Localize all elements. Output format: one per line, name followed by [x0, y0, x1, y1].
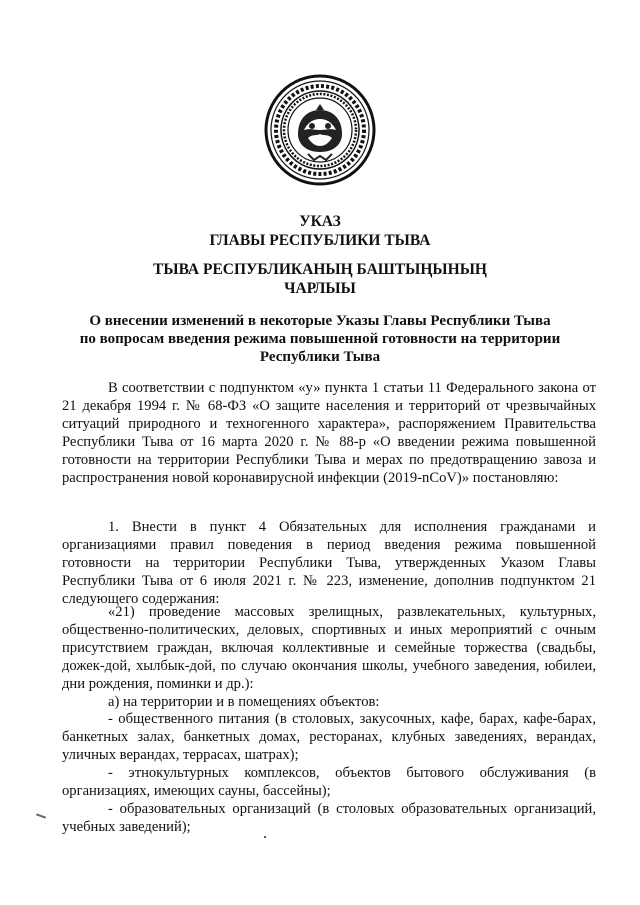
- preamble-text: В соответствии с подпунктом «у» пункта 1 статьи 11 Федерального закона от 21 декабря 1994 г. № 68-ФЗ «О защите населения и территорий от чрезвычайных ситуаций природного и техногенного характера», распоряжением Правительства Республики Тыва от 16 марта 2020 г. № 88-р «О введении режима повышенной готовности на территории Республики Тыва и мерах по предотвращению завоза и распространения новой коронавирусной инфекции (2019-nCoV)» постановляю:: [62, 380, 596, 486]
- scan-mark: [36, 813, 46, 818]
- point-1-text: 1. Внести в пункт 4 Обязательных для исполнения гражданами и организациями правил поведения в период введения режима повышенной готовности на территории Республики Тыва, утвержденных Указом Главы Республики Тыва от 6 июля 2021 г. № 223, изменение, дополнив подпунктом 21 следующего содержания:: [62, 519, 596, 607]
- decree-title: [0, 212, 640, 250]
- subpoint-21: [62, 604, 596, 837]
- subject-line-2: по вопросам введения режима повышенной готовности на территории: [79, 331, 561, 347]
- scan-dot: [264, 836, 266, 838]
- list-item-ethnocultural: - этнокультурных комплексов, объектов бытового обслуживания (в организациях, имеющих сауны, бассейны);: [62, 765, 596, 800]
- list-item-educational: - образовательных организаций (в столовых образовательных организаций, учебных заведений);: [62, 800, 596, 835]
- decree-title-tyvan: [0, 260, 640, 298]
- subpoint-a: а) на территории и в помещениях объектов:: [108, 693, 380, 710]
- emblem-seal-icon: [264, 74, 376, 186]
- subpoint-21-text: «21) проведение массовых зрелищных, развлекательных, культурных, общественно-политических, деловых, спортивных и иных мероприятий с очным присутствием граждан, включая коллективные и семейные торжества (свадьбы, дожек-дой, хылбык-дой, по случаю окончания школы, учебного заведения, юбилеи, дни рождения, поминки и др.):: [62, 604, 596, 692]
- decree-subject: [0, 312, 640, 366]
- title-line-1: УКАЗ: [299, 213, 341, 230]
- subject-line-1: О внесении изменений в некоторые Указы Главы Республики Тыва: [89, 313, 551, 329]
- preamble: [62, 380, 596, 487]
- title-tyvan-line-1: ТЫВА РЕСПУБЛИКАНЫҢ БАШТЫҢЫНЫҢ: [153, 261, 487, 278]
- point-1: [62, 519, 596, 609]
- title-tyvan-line-2: ЧАРЛЫЫ: [284, 280, 356, 297]
- title-line-2: ГЛАВЫ РЕСПУБЛИКИ ТЫВА: [209, 232, 431, 249]
- list-item-catering: - общественного питания (в столовых, закусочных, кафе, барах, кафе-барах, банкетных залах, банкетных домах, ресторанах, клубных заведениях, верандах, уличных верандах, террасах, шатрах);: [62, 711, 596, 764]
- subject-line-3: Республики Тыва: [259, 349, 381, 365]
